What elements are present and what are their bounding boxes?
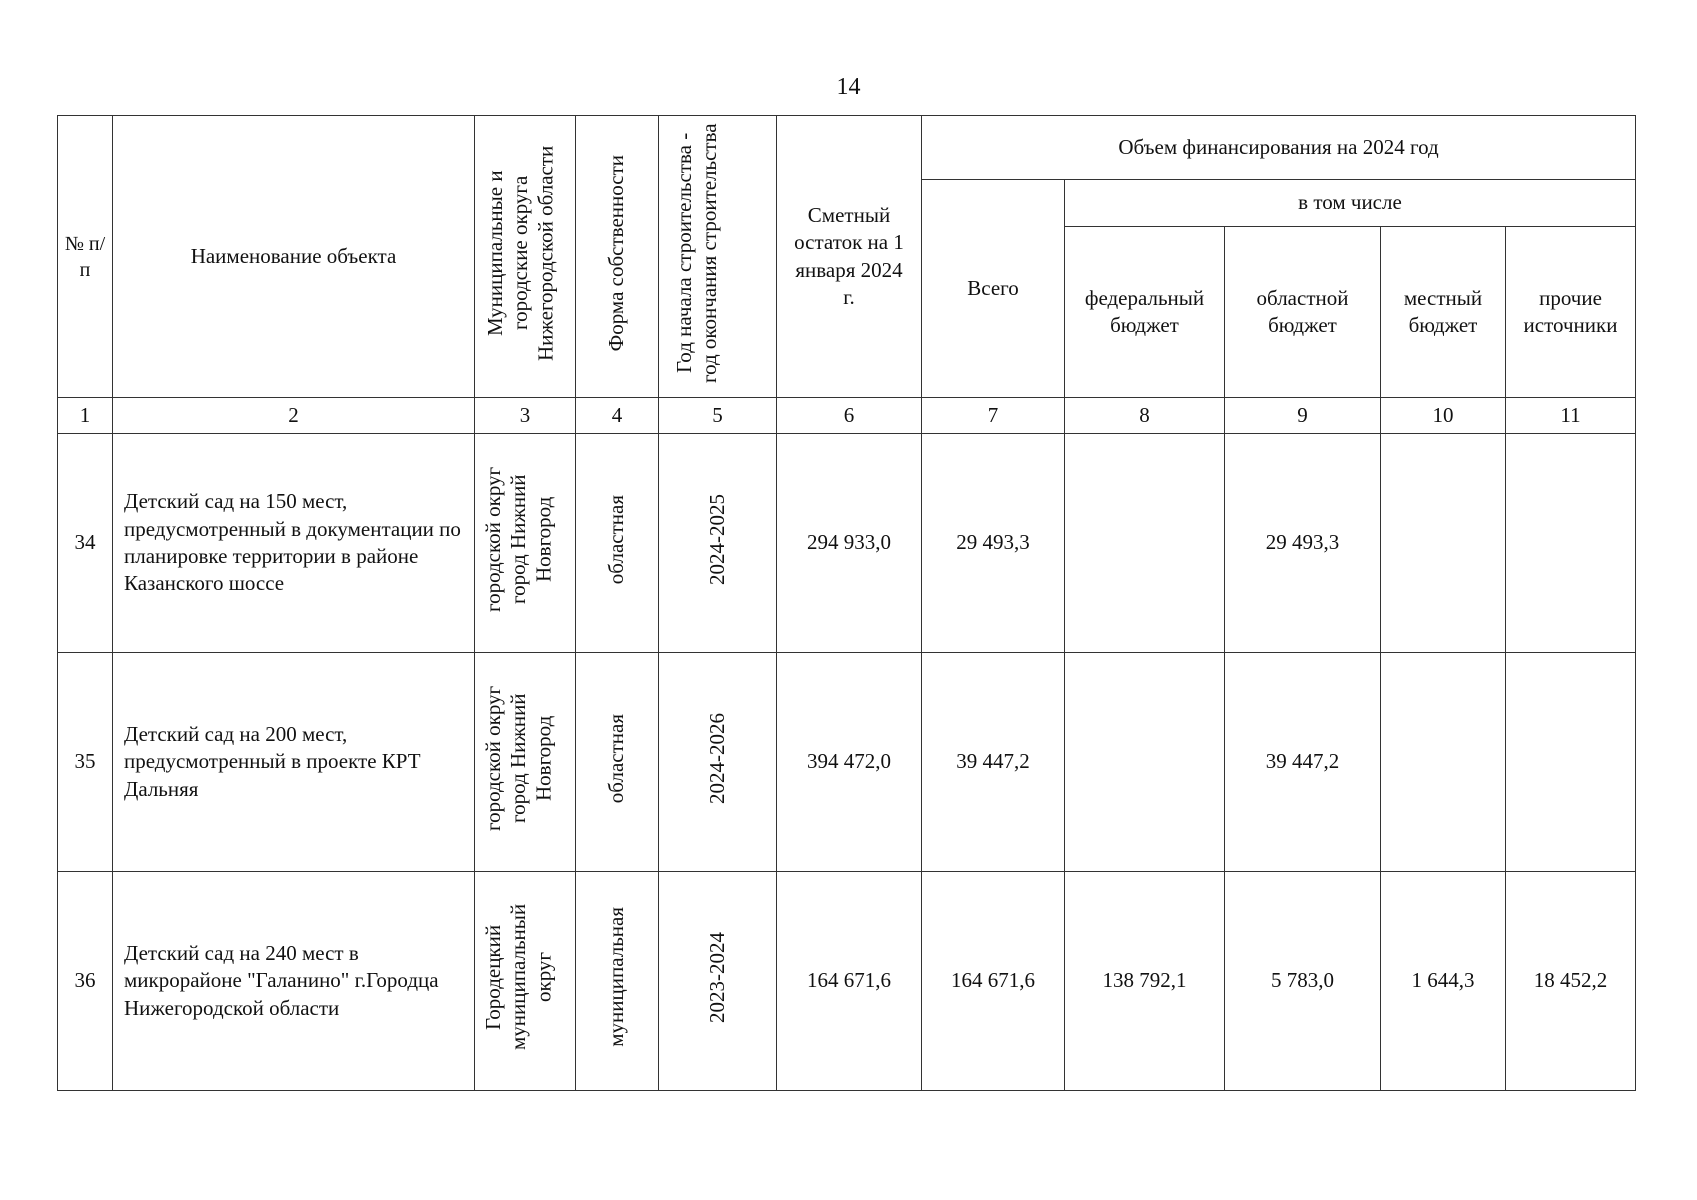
column-number: 1 xyxy=(58,398,113,434)
cell-other xyxy=(1506,434,1636,653)
cell-local xyxy=(1381,653,1506,872)
column-number: 9 xyxy=(1225,398,1381,434)
cell-no: 36 xyxy=(58,872,113,1091)
cell-local: 1 644,3 xyxy=(1381,872,1506,1091)
table-row xyxy=(58,653,1636,872)
table-row xyxy=(58,434,1636,653)
cell-name: Детский сад на 150 мест, предусмотренный в документации по планировке территории в районе Казанского шоссе xyxy=(113,434,475,653)
column-number: 5 xyxy=(659,398,777,434)
cell-estimate: 164 671,6 xyxy=(777,872,922,1091)
cell-ownership: муниципальная xyxy=(576,872,659,1091)
cell-other xyxy=(1506,653,1636,872)
cell-years: 2023-2024 xyxy=(659,872,777,1091)
cell-ownership: областная xyxy=(576,434,659,653)
header-regional: областной бюджет xyxy=(1225,227,1381,398)
header-other: прочие источники xyxy=(1506,227,1636,398)
cell-other: 18 452,2 xyxy=(1506,872,1636,1091)
cell-municipality: городской округ город Нижний Новгород xyxy=(475,434,576,653)
financing-table xyxy=(57,115,1636,1091)
header-ownership: Форма собственности xyxy=(576,116,659,398)
column-number: 3 xyxy=(475,398,576,434)
cell-regional: 5 783,0 xyxy=(1225,872,1381,1091)
column-number: 8 xyxy=(1065,398,1225,434)
cell-ownership: областная xyxy=(576,653,659,872)
header-local: местный бюджет xyxy=(1381,227,1506,398)
page-number: 14 xyxy=(836,74,861,100)
cell-municipality: городской округ город Нижний Новгород xyxy=(475,653,576,872)
header-no: № п/п xyxy=(58,116,113,398)
cell-years: 2024-2025 xyxy=(659,434,777,653)
cell-years: 2024-2026 xyxy=(659,653,777,872)
header-including: в том числе xyxy=(1065,180,1636,227)
header-federal: федеральный бюджет xyxy=(1065,227,1225,398)
header-years: Год начала строительства - год окончания строительства xyxy=(659,116,777,398)
cell-regional: 29 493,3 xyxy=(1225,434,1381,653)
cell-estimate: 294 933,0 xyxy=(777,434,922,653)
cell-federal: 138 792,1 xyxy=(1065,872,1225,1091)
cell-name: Детский сад на 200 мест, предусмотренный в проекте КРТ Дальняя xyxy=(113,653,475,872)
cell-federal xyxy=(1065,434,1225,653)
column-number: 4 xyxy=(576,398,659,434)
cell-no: 34 xyxy=(58,434,113,653)
column-number: 10 xyxy=(1381,398,1506,434)
column-number: 11 xyxy=(1506,398,1636,434)
cell-total: 29 493,3 xyxy=(922,434,1065,653)
header-total: Всего xyxy=(922,180,1065,398)
header-municipality-label: Муниципальные и городские округа Нижегородской области xyxy=(482,145,557,361)
cell-no: 35 xyxy=(58,653,113,872)
header-name: Наименование объекта xyxy=(113,116,475,398)
column-number: 2 xyxy=(113,398,475,434)
cell-name: Детский сад на 240 мест в микрорайоне "Галанино" г.Городца Нижегородской области xyxy=(113,872,475,1091)
cell-regional: 39 447,2 xyxy=(1225,653,1381,872)
table-row xyxy=(58,872,1636,1091)
header-municipality xyxy=(475,116,576,398)
cell-total: 39 447,2 xyxy=(922,653,1065,872)
header-funding-group: Объем финансирования на 2024 год xyxy=(922,116,1636,180)
cell-local xyxy=(1381,434,1506,653)
column-number: 7 xyxy=(922,398,1065,434)
header-estimate: Сметный остаток на 1 января 2024 г. xyxy=(777,116,922,398)
cell-federal xyxy=(1065,653,1225,872)
cell-municipality: Городецкий муниципальный округ xyxy=(475,872,576,1091)
column-number-row xyxy=(58,398,1636,434)
cell-total: 164 671,6 xyxy=(922,872,1065,1091)
column-number: 6 xyxy=(777,398,922,434)
cell-estimate: 394 472,0 xyxy=(777,653,922,872)
